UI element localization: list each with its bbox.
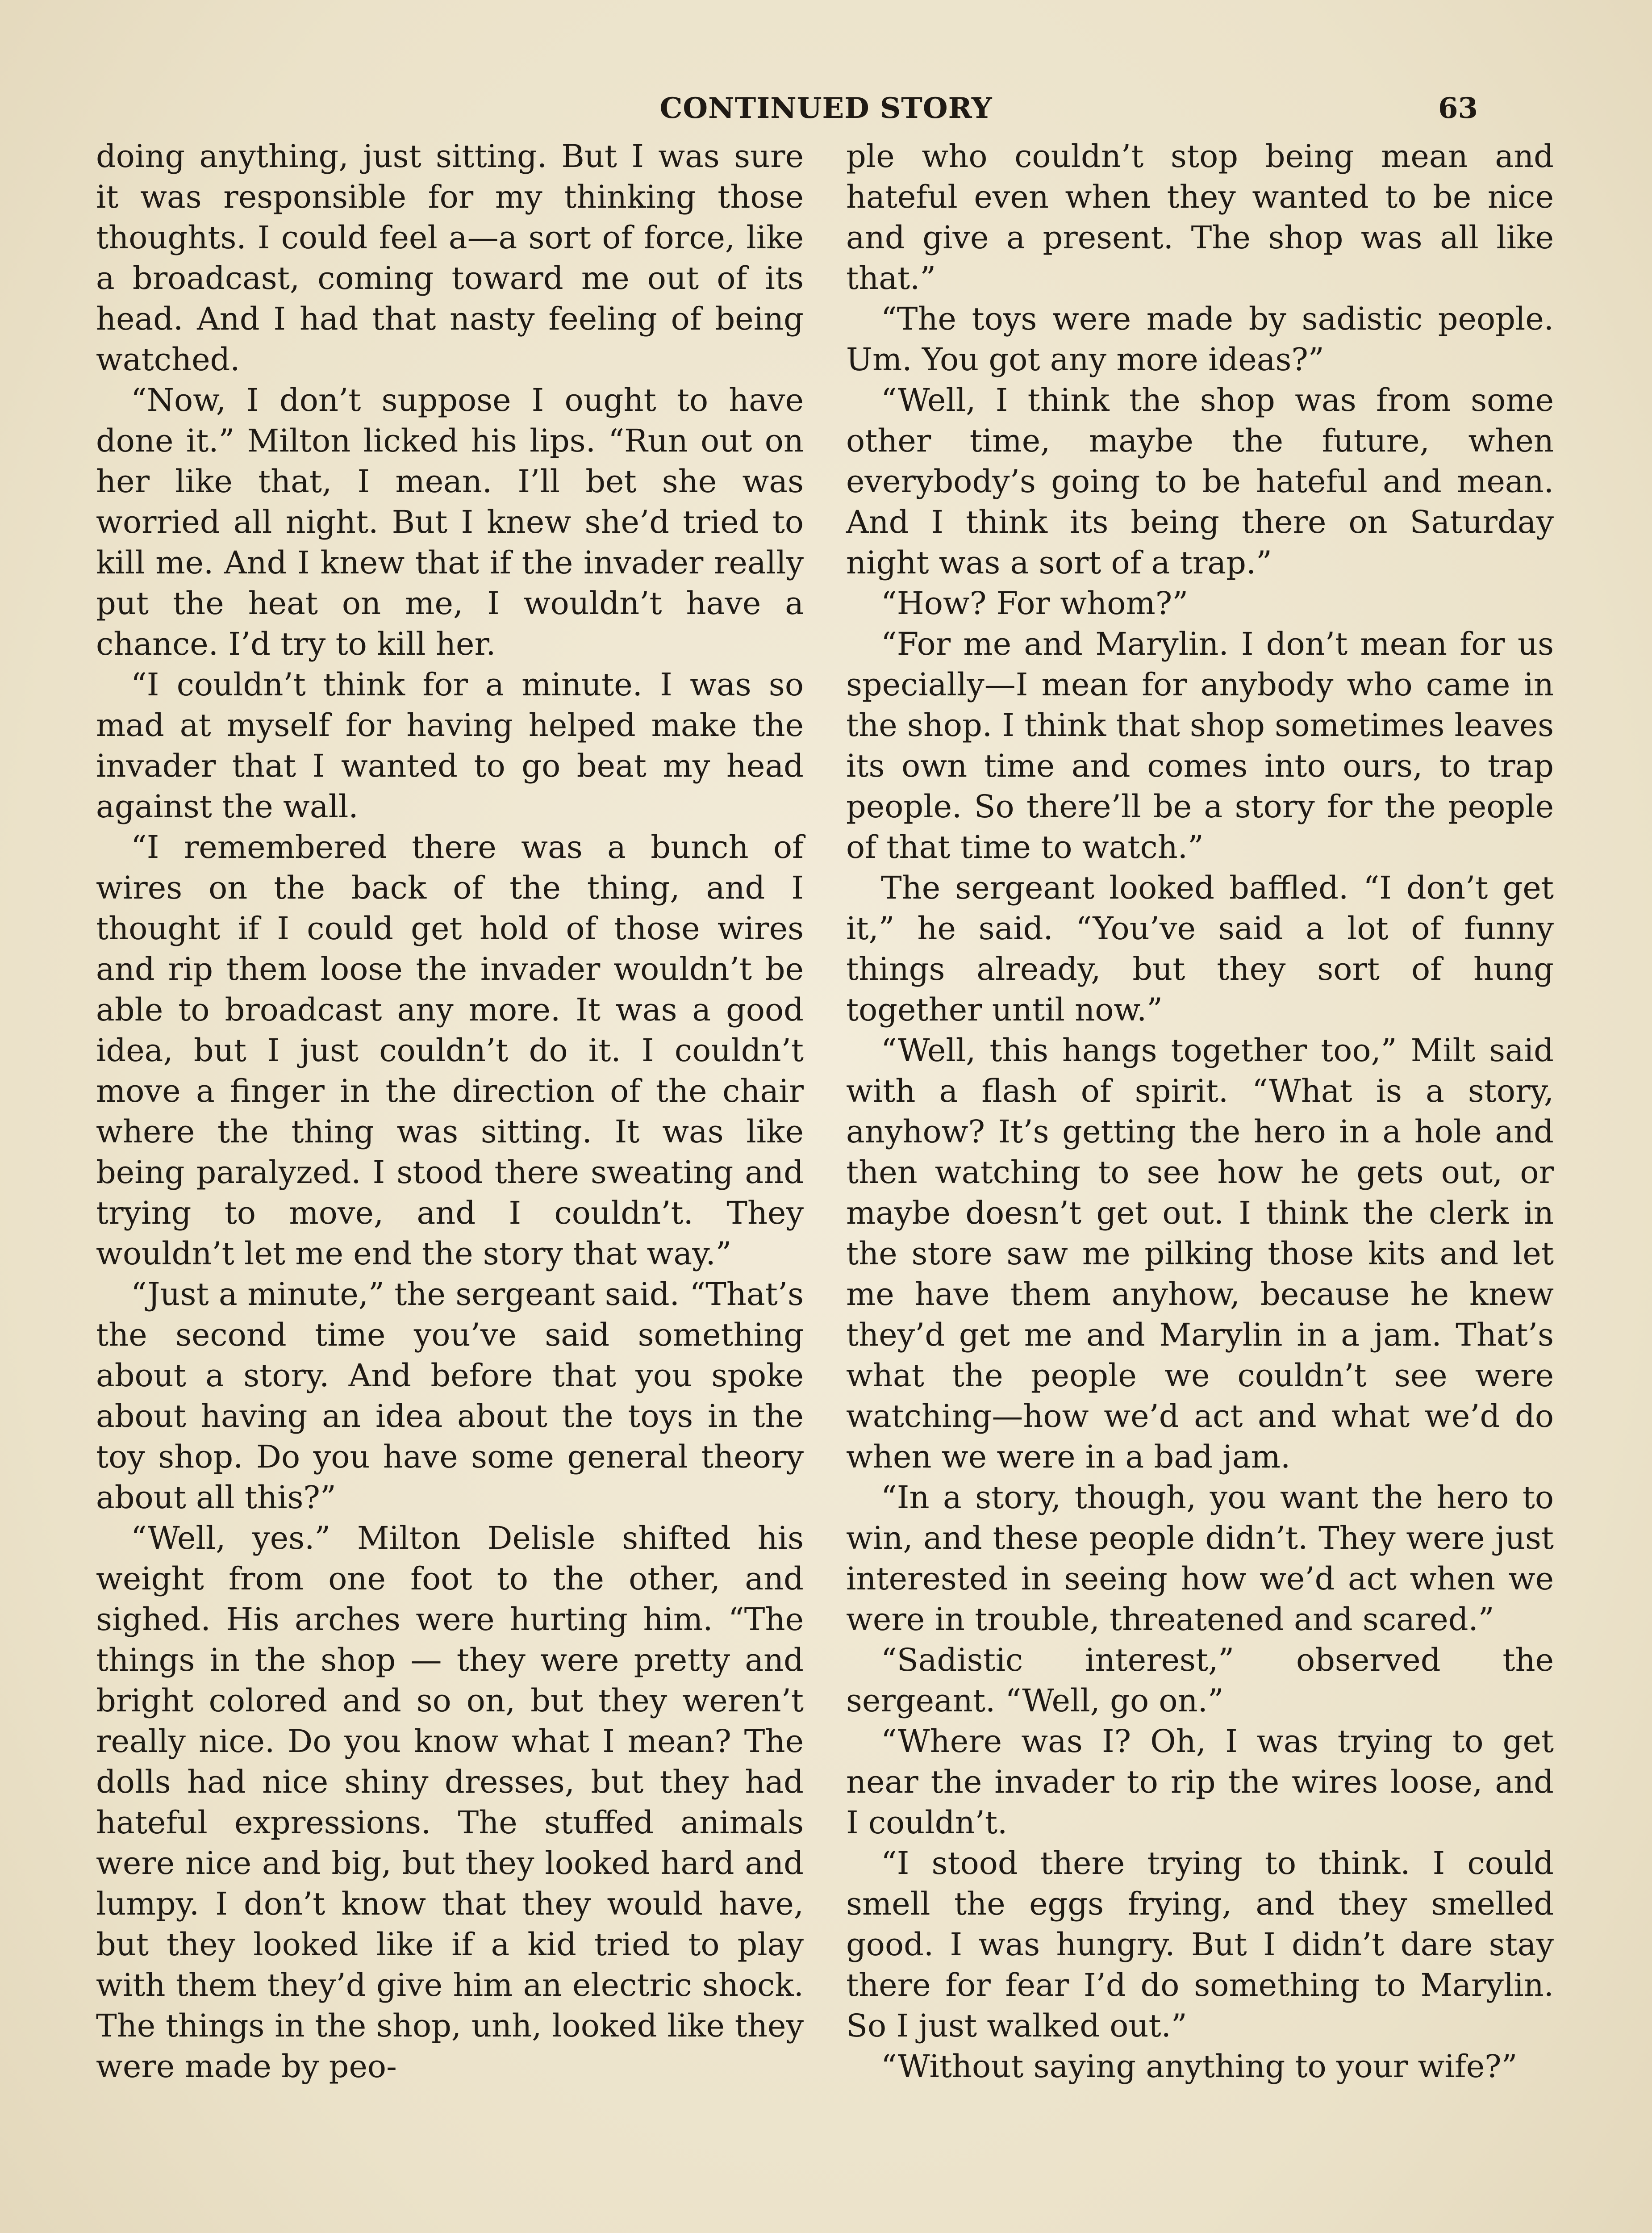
- section-title: CONTINUED STORY: [659, 92, 993, 125]
- paragraph: “Now, I don’t suppose I ought to have done it.” Milton licked his lips. “Run out on her like that, I mean. I’ll bet she was worried all night. But I knew she’d tried to kill me. And I knew that if the invader really put the heat on me, I wouldn’t have a chance. I’d try to kill her.: [96, 382, 804, 662]
- paragraph: “Sadistic interest,” observed the sergeant. “Well, go on.”: [846, 1642, 1554, 1719]
- page-number: 63: [1438, 92, 1478, 125]
- running-header: [94, 92, 1558, 132]
- paragraph: “Without saying anything to your wife?”: [881, 2048, 1518, 2085]
- right-text-column: [846, 136, 1554, 2233]
- paragraph: “In a story, though, you want the hero to win, and these people didn’t. They were just interested in seeing how we’d act when we were in trouble, threatened and scared.”: [846, 1479, 1554, 1638]
- paragraph: “I stood there trying to think. I could smell the eggs frying, and they smelled good. I was hungry. But I didn’t dare stay there for fear I’d do something to Marylin. So I just walked out.”: [846, 1845, 1554, 2044]
- paragraph: “For me and Marylin. I don’t mean for us specially—I mean for anybody who came in the shop. I think that shop sometimes leaves its own time and comes into ours, to trap people. So there’ll be a story for the people of that time to watch.”: [846, 626, 1554, 866]
- paragraph: “The toys were made by sadistic people. Um. You got any more ideas?”: [846, 301, 1554, 378]
- paragraph: “Just a minute,” the sergeant said. “That’s the second time you’ve said something about a story. And before that you spoke about having an idea about the toys in the toy shop. Do you have some general theory about all this?”: [96, 1276, 804, 1516]
- paragraph: “Well, yes.” Milton Delisle shifted his weight from one foot to the other, and sighed. His arches were hurting him. “The things in the shop — they were pretty and bright colored and so on, but they weren’t really nice. Do you know what I mean? The dolls had nice shiny dresses, but they had hateful expressions. The stuffed animals were nice and big, but they looked hard and lumpy. I don’t know that they would have, but they looked like if a kid tried to play with them they’d give him an electric shock. The things in the shop, unh, looked like they were made by peo-: [96, 1520, 804, 2085]
- paragraph: “I couldn’t think for a minute. I was so mad at myself for having helped make the invader that I wanted to go beat my head against the wall.: [96, 666, 804, 825]
- left-text-column: [96, 136, 804, 2233]
- paragraph: “How? For whom?”: [881, 585, 1189, 622]
- paragraph: ple who couldn’t stop being mean and hateful even when they wanted to be nice and give a present. The shop was all like that.”: [846, 138, 1554, 297]
- paragraph: The sergeant looked baffled. “I don’t get it,” he said. “You’ve said a lot of funny things already, but they sort of hung together until now.”: [846, 870, 1554, 1028]
- paragraph: “Well, I think the shop was from some other time, maybe the future, when everybody’s going to be hateful and mean. And I think its being there on Saturday night was a sort of a trap.”: [846, 382, 1554, 581]
- paragraph: “Well, this hangs together too,” Milt said with a flash of spirit. “What is a story, anyhow? It’s getting the hero in a hole and then watching to see how he gets out, or maybe doesn’t get out. I think the clerk in the store saw me pilking those kits and let me have them anyhow, because he knew they’d get me and Marylin in a jam. That’s what the people we couldn’t see were watching—how we’d act and what we’d do when we were in a bad jam.: [846, 1032, 1554, 1475]
- paragraph: “Where was I? Oh, I was trying to get near the invader to rip the wires loose, and I couldn’t.: [846, 1723, 1554, 1841]
- paragraph: “I remembered there was a bunch of wires on the back of the thing, and I thought if I could get hold of those wires and rip them loose the invader wouldn’t be able to broadcast any more. It was a good idea, but I just couldn’t do it. I couldn’t move a finger in the direction of the chair where the thing was sitting. It was like being paralyzed. I stood there sweating and trying to move, and I couldn’t. They wouldn’t let me end the story that way.”: [96, 829, 804, 1272]
- paragraph: doing anything, just sitting. But I was sure it was responsible for my thinking those thoughts. I could feel a—a sort of force, like a broadcast, coming toward me out of its head. And I had that nasty feeling of being watched.: [96, 138, 804, 378]
